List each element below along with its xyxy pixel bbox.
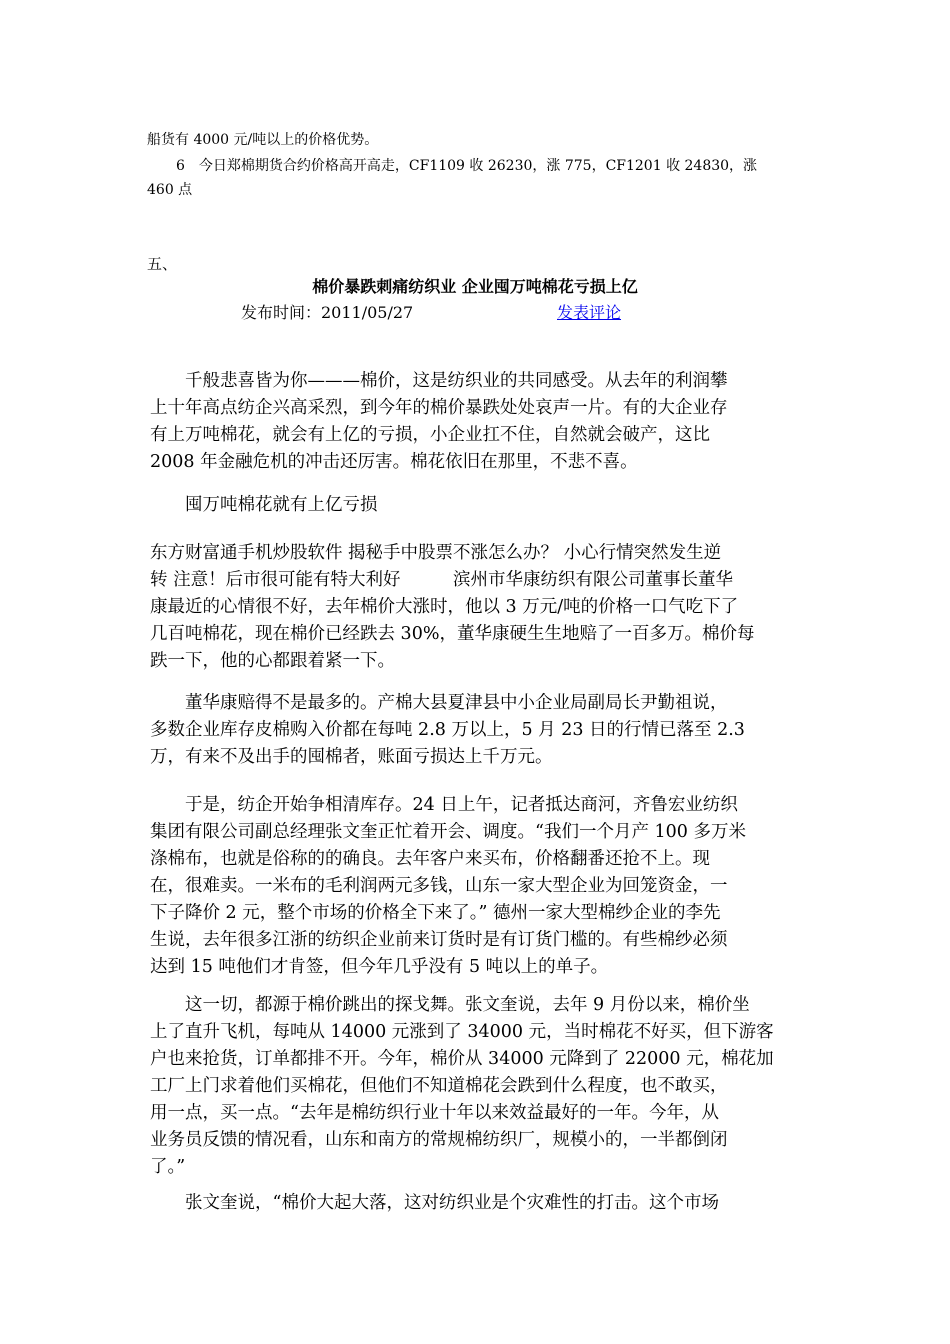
paragraph-6 xyxy=(150,992,774,1181)
paragraph-3 xyxy=(150,540,754,675)
p6-line: 业务员反馈的情况看，山东和南方的常规棉纺织厂，规模小的，一半都倒闭 xyxy=(150,1130,728,1150)
p1-line: 有上万吨棉花，就会有上亿的亏损，小企业扛不住，自然就会破产，这比 xyxy=(150,425,710,445)
p5-line: 于是，纺企开始争相清库存。24 日上午，记者抵达商河，齐鲁宏业纺织 xyxy=(150,795,738,815)
paragraph-5 xyxy=(150,792,746,981)
p5-line: 在，很难卖。一米布的毛利润两元多钱，山东一家大型企业为回笼资金，一 xyxy=(150,876,728,896)
top-line-3: 460 点 xyxy=(147,182,193,198)
p6-line: 用一点，买一点。“去年是棉纺织行业十年以来效益最好的一年。今年，从 xyxy=(150,1103,719,1123)
p6-line: 上了直升飞机，每吨从 14000 元涨到了 34000 元，当时棉花不好买，但下游客 xyxy=(150,1022,774,1042)
p2-line: 囤万吨棉花就有上亿亏损 xyxy=(150,495,378,515)
p4-line: 万，有来不及出手的囤棉者，账面亏损达上千万元。 xyxy=(150,747,553,767)
p7-line: 张文奎说，“棉价大起大落，这对纺织业是个灾难性的打击。这个市场 xyxy=(150,1193,719,1213)
p5-line: 集团有限公司副总经理张文奎正忙着开会、调度。“我们一个月产 100 多万米 xyxy=(150,822,746,842)
paragraph-1 xyxy=(150,368,728,476)
p6-line: 这一切，都源于棉价跳出的探戈舞。张文奎说，去年 9 月份以来，棉价坐 xyxy=(150,995,750,1015)
p4-line: 董华康赔得不是最多的。产棉大县夏津县中小企业局副局长尹勤祖说， xyxy=(150,693,728,713)
top-line-1: 船货有 4000 元/吨以上的价格优势。 xyxy=(147,132,379,148)
p5-line: 涤棉布，也就是俗称的的确良。去年客户来买布，价格翻番还抢不上。现 xyxy=(150,849,710,869)
p6-line: 工厂上门求着他们买棉花，但他们不知道棉花会跌到什么程度，也不敢买， xyxy=(150,1076,728,1096)
p3-line: 几百吨棉花，现在棉价已经跌去 30%，董华康硬生生地赔了一百多万。棉价每 xyxy=(150,624,755,644)
paragraph-7 xyxy=(150,1190,719,1217)
p3-line: 康最近的心情很不好，去年棉价大涨时，他以 3 万元/吨的价格一口气吃下了 xyxy=(150,597,739,617)
paragraph-4 xyxy=(150,690,745,771)
p6-line: 了。” xyxy=(150,1157,186,1177)
section-number: 五、 xyxy=(147,255,178,273)
p3-line: 东方财富通手机炒股软件 揭秘手中股票不涨怎么办？ 小心行情突然发生逆 xyxy=(150,543,722,563)
p1-line: 千般悲喜皆为你———棉价，这是纺织业的共同感受。从去年的利润攀 xyxy=(150,371,728,391)
p6-line: 户也来抢货，订单都排不开。今年，棉价从 34000 元降到了 22000 元，棉花加 xyxy=(150,1049,774,1069)
p5-line: 下子降价 2 元，整个市场的价格全下来了。” 德州一家大型棉纱企业的李先 xyxy=(150,903,721,923)
p3-line: 跌一下，他的心都跟着紧一下。 xyxy=(150,651,395,671)
publish-date: 发布时间：2011/05/27 xyxy=(241,303,414,322)
top-line-2: 6 今日郑棉期货合约价格高开高走，CF1109 收 26230，涨 775，CF1201 收 24830，涨 xyxy=(176,158,758,174)
p3-line: 转 注意！后市很可能有特大利好 滨州市华康纺织有限公司董事长董华 xyxy=(150,570,734,590)
comment-link-wrap xyxy=(557,300,621,326)
paragraph-2 xyxy=(150,492,378,519)
p5-line: 达到 15 吨他们才肯签，但今年几乎没有 5 吨以上的单子。 xyxy=(150,957,609,977)
post-comment-link[interactable]: 发表评论 xyxy=(557,303,622,322)
p1-line: 2008 年金融危机的冲击还厉害。棉花依旧在那里，不悲不喜。 xyxy=(150,452,638,472)
p1-line: 上十年高点纺企兴高采烈，到今年的棉价暴跌处处哀声一片。有的大企业存 xyxy=(150,398,728,418)
p4-line: 多数企业库存皮棉购入价都在每吨 2.8 万以上，5 月 23 日的行情已落至 2.3 xyxy=(150,720,745,740)
article-title: 棉价暴跌刺痛纺织业 企业囤万吨棉花亏损上亿 xyxy=(312,277,638,296)
p5-line: 生说，去年很多江浙的纺织企业前来订货时是有订货门槛的。有些棉纱必须 xyxy=(150,930,728,950)
